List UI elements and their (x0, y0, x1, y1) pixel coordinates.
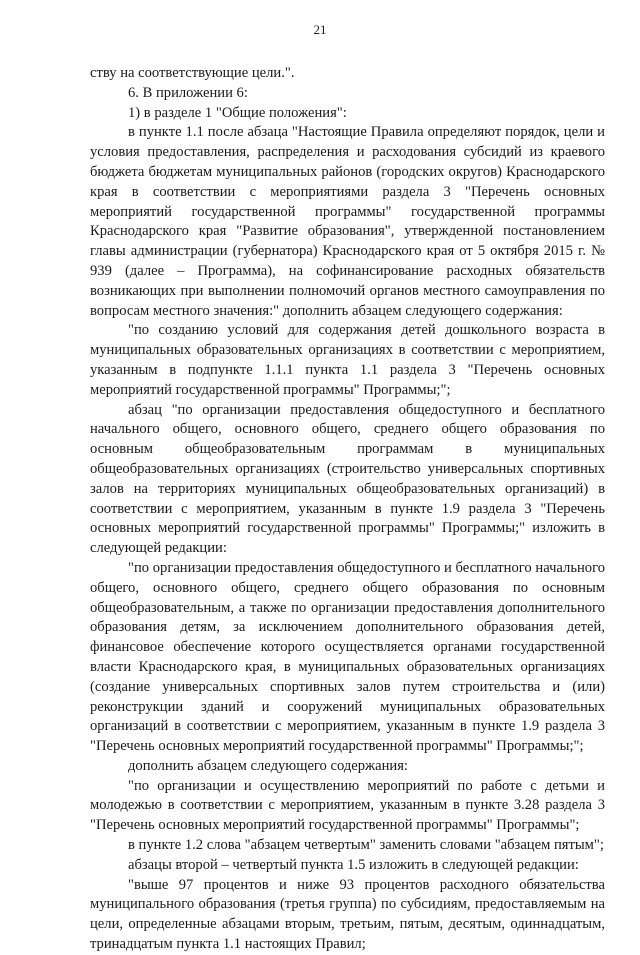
paragraph-add-abzac: дополнить абзацем следующего содержания: (128, 757, 408, 774)
document-body (90, 64, 605, 955)
paragraph-abzac-old: абзац "по организации предоставления общедоступного и бесплатного начального общего, основного общего, среднего общего образования по основным общеобразовательным программам в муниципальных общеобразовательных организациях (строительство универсальных спортивных залов на территориях муниципальных общеобразовательных организаций) в соответствии с мероприятием, указанным в пункте 1.9 раздела 3 "Перечень основных мероприятий государственной программы" Программы;" изложить в следующей редакции: (90, 401, 605, 557)
paragraph-section-1: 1) в разделе 1 "Общие положения": (128, 104, 347, 121)
paragraph-point-1-1: в пункте 1.1 после абзаца "Настоящие Правила определяют порядок, цели и условия предоставления, распределения и расходования субсидий из краевого бюджета бюджетам муниципальных районов (городских округов) Краснодарского края в соответствии с мероприятиями раздела 3 "Перечень основных мероприятий государственной программы" государственной программы Краснодарского края "Развитие образования", утвержденной постановлением главы администрации (губернатора) Краснодарского края от 5 октября 2015 г. № 939 (далее – Программа), на софинансирование расходных обязательств возникающих при выполнении полномочий органов местного самоуправления по вопросам местного значения:" дополнить абзацем следующего содержания: (90, 124, 605, 319)
paragraph-continuation: ству на соответствующие цели.". (90, 65, 295, 81)
paragraph-abzac-new: "по организации предоставления общедоступного и бесплатного начального общего, основного общего, среднего общего образования по основным общеобразовательным, а также по организации предоставления дополнительного образования детям, за исключением дополнительного образования детей, финансовое обеспечение которого осуществляется органами государственной власти Краснодарского края, в муниципальных образовательных организациях (создание универсальных спортивных залов путем строительства и (или) реконструкции зданий и сооружений муниципальных образовательных организаций в соответствии с мероприятием, указанным в пункте 1.9 раздела 3 "Перечень основных мероприятий государственной программы" Программы;"; (90, 559, 605, 755)
page-number: 21 (313, 22, 327, 37)
paragraph-preschool: "по созданию условий для содержания детей дошкольного возраста в муниципальных образовательных организациях в соответствии с мероприятием, указанным в подпункте 1.1.1 пункта 1.1 раздела 3 "Перечень основных мероприятий государственной программы" Программы;"; (90, 322, 605, 398)
paragraph-youth: "по организации и осуществлению мероприятий по работе с детьми и молодежью в соответствии с мероприятием, указанным в пункте 3.28 раздела 3 "Перечень основных мероприятий государственной программы" Программы"; (90, 777, 605, 834)
paragraph-point-1-5: абзацы второй – четвертый пункта 1.5 изложить в следующей редакции: (128, 856, 579, 873)
paragraph-point-1-2: в пункте 1.2 слова "абзацем четвертым" заменить словами "абзацем пятым"; (128, 837, 604, 854)
paragraph-percent: "выше 97 процентов и ниже 93 процентов расходного обязательства муниципального образования (третья группа) по субсидиям, предоставляемым на цели, определенные абзацами вторым, третьим, пятым, десятым, одиннадцатым, тринадцатым пункта 1.1 настоящих Правил; (90, 876, 605, 953)
paragraph-appendix-6: 6. В приложении 6: (128, 84, 248, 101)
